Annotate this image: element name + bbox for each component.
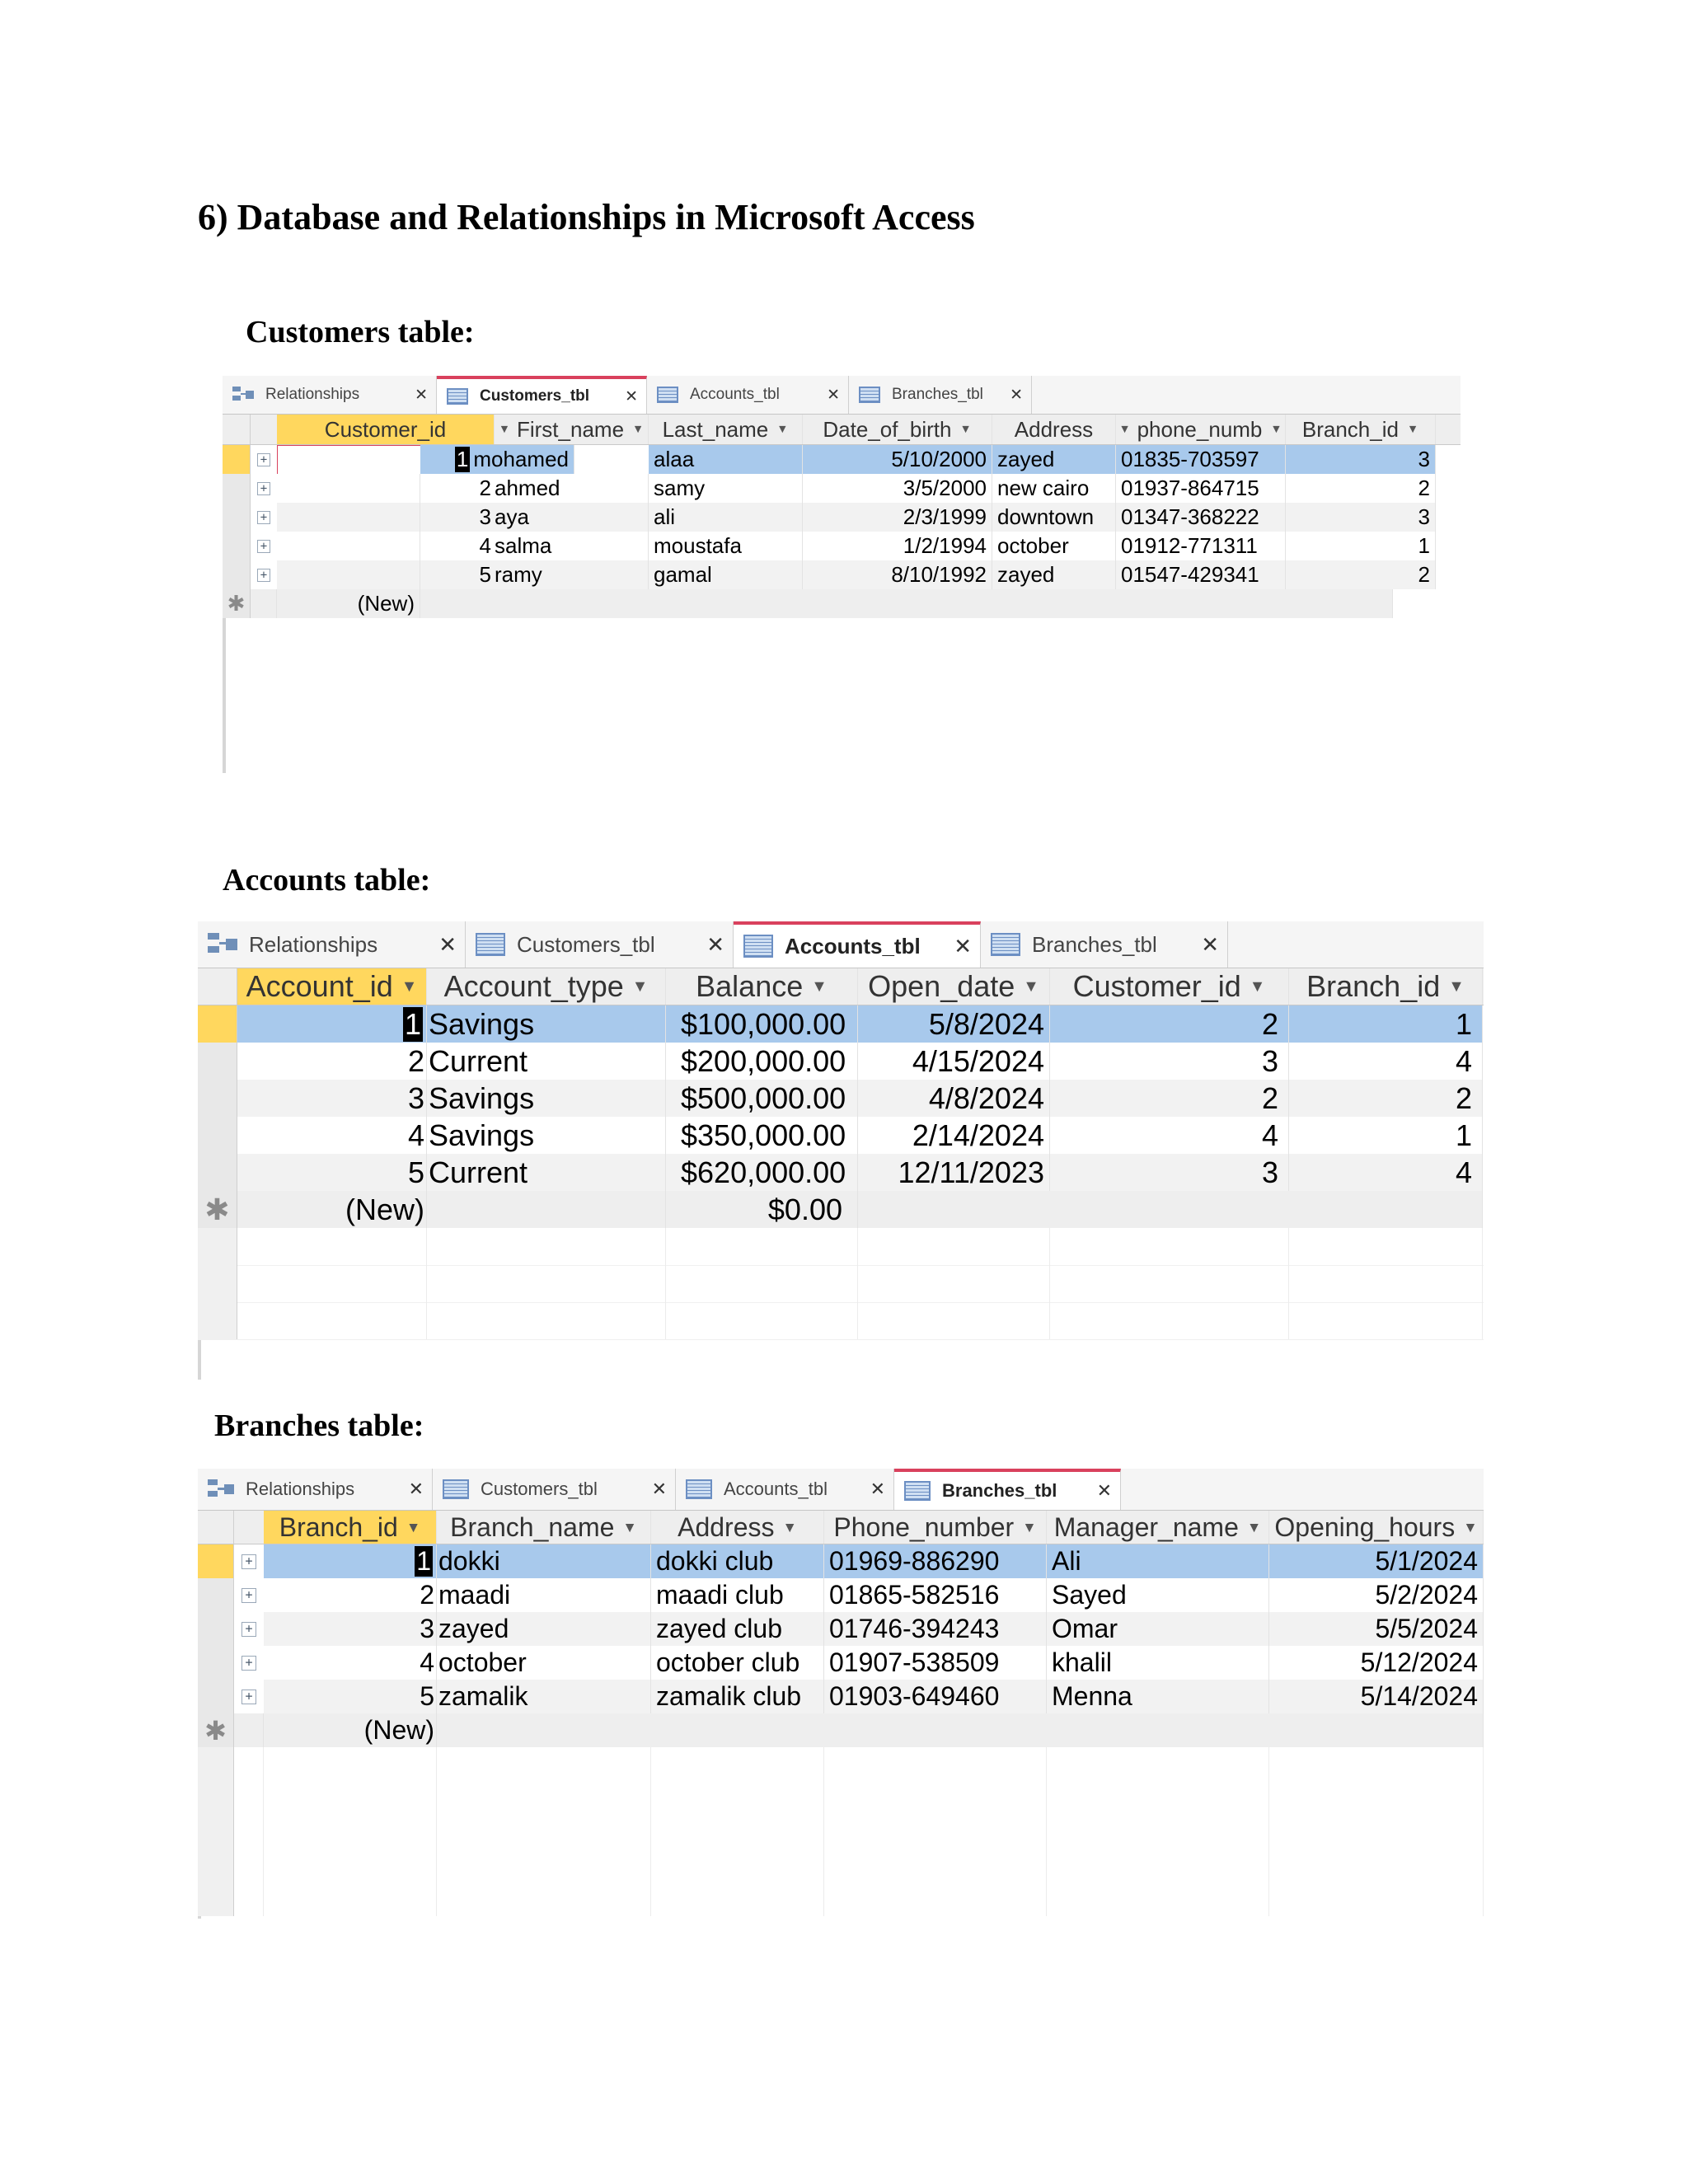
phone-cell[interactable]: 01937-864715	[1116, 474, 1286, 503]
first-name-cell[interactable]: mohamed	[473, 447, 569, 471]
close-icon[interactable]: ✕	[625, 387, 638, 405]
record-selector[interactable]	[198, 1043, 237, 1080]
column-header-first-name[interactable]: ▼ First_name ▼	[495, 415, 649, 444]
last-name-cell[interactable]: samy	[649, 474, 803, 503]
relationships-icon	[232, 387, 254, 403]
column-header-address[interactable]: Address ▼	[651, 1511, 824, 1544]
dropdown-arrow-icon: ▼	[406, 1518, 421, 1535]
page-title: 6) Database and Relationships in Microsoft Access	[198, 197, 975, 237]
accounts-heading: Accounts table:	[223, 863, 431, 898]
column-header-last-name[interactable]: Last_name ▼	[649, 415, 803, 444]
tab-relationships[interactable]	[198, 1469, 433, 1510]
dob-cell[interactable]: 1/2/1994	[803, 532, 992, 560]
expand-icon[interactable]: +	[257, 540, 270, 553]
close-icon[interactable]: ✕	[870, 1479, 885, 1499]
tab-label: Branches_tbl	[892, 386, 983, 403]
address-cell[interactable]: zamalik club	[651, 1680, 824, 1713]
account-type-cell[interactable]: Current	[427, 1043, 666, 1080]
tab-label: Customers_tbl	[480, 387, 590, 405]
last-name-cell[interactable]: gamal	[649, 560, 803, 589]
table-row[interactable]	[198, 1612, 1484, 1646]
manager-name-cell[interactable]: Omar	[1047, 1612, 1269, 1646]
column-header-phone-number[interactable]: Phone_number ▼	[824, 1511, 1047, 1544]
manager-name-cell[interactable]: Sayed	[1047, 1578, 1269, 1612]
phone-cell[interactable]: 01547-429341	[1116, 560, 1286, 589]
dropdown-arrow-icon: ▼	[782, 1518, 797, 1535]
tab-accounts[interactable]	[647, 376, 849, 414]
column-header-opening-hours[interactable]: Opening_hours ▼	[1269, 1511, 1484, 1544]
dropdown-arrow-icon: ▼	[622, 1518, 637, 1535]
branch-id-cell[interactable]: 3	[1286, 445, 1436, 474]
tab-relationships[interactable]	[198, 921, 466, 968]
table-row[interactable]	[198, 1080, 1484, 1117]
table-row[interactable]	[223, 532, 1461, 560]
empty-row	[198, 1882, 1484, 1916]
tab-label: Customers_tbl	[481, 1479, 598, 1499]
opening-hours-cell[interactable]: 5/1/2024	[1269, 1544, 1484, 1578]
phone-number-cell[interactable]: 01969-886290	[824, 1544, 1047, 1578]
open-date-cell[interactable]: 5/8/2024	[858, 1005, 1050, 1043]
new-record-icon: ✱	[198, 1191, 237, 1228]
table-icon	[447, 388, 468, 405]
table-row[interactable]	[198, 1117, 1484, 1154]
table-row[interactable]	[223, 503, 1461, 532]
branch-id-cell[interactable]: 4	[1289, 1043, 1483, 1080]
manager-name-cell[interactable]: Ali	[1047, 1544, 1269, 1578]
column-header-open-date[interactable]: Open_date ▼	[858, 968, 1050, 1005]
customer-id-cell[interactable]: 2	[479, 476, 491, 500]
record-selector[interactable]	[198, 1080, 237, 1117]
tab-label: Branches_tbl	[942, 1480, 1057, 1501]
record-selector[interactable]	[223, 503, 251, 532]
first-name-cell[interactable]: salma	[495, 533, 552, 558]
record-selector[interactable]	[223, 474, 251, 503]
branch-id-cell[interactable]: 1	[1289, 1005, 1483, 1043]
address-cell[interactable]: zayed	[992, 445, 1116, 474]
open-date-cell[interactable]: 4/15/2024	[858, 1043, 1050, 1080]
tab-customers[interactable]	[433, 1469, 676, 1510]
record-selector[interactable]	[198, 1117, 237, 1154]
branch-id-cell[interactable]: 5	[264, 1680, 437, 1713]
phone-number-cell[interactable]: 01903-649460	[824, 1680, 1047, 1713]
dob-cell[interactable]: 5/10/2000	[803, 445, 992, 474]
dob-cell[interactable]: 8/10/1992	[803, 560, 992, 589]
record-selector[interactable]	[198, 1612, 234, 1646]
record-selector[interactable]	[198, 1005, 237, 1043]
dropdown-arrow-icon: ▼	[1022, 1518, 1037, 1535]
dropdown-arrow-icon: ▼	[1448, 977, 1465, 996]
expand-icon[interactable]: +	[241, 1690, 256, 1704]
new-record-label: (New)	[237, 1191, 427, 1228]
column-header-branch-name[interactable]: Branch_name ▼	[437, 1511, 651, 1544]
close-icon[interactable]: ✕	[954, 933, 972, 958]
branches-datasheet	[198, 1469, 1484, 1919]
tab-label: Relationships	[265, 386, 360, 403]
table-row[interactable]	[198, 1646, 1484, 1680]
branch-id-cell[interactable]: 2	[1286, 474, 1436, 503]
dropdown-arrow-icon: ▼	[811, 977, 828, 996]
branch-id-cell[interactable]: 4	[264, 1646, 437, 1680]
account-id-cell[interactable]: 5	[237, 1154, 427, 1191]
branch-id-cell[interactable]: 3	[1286, 503, 1436, 532]
dropdown-arrow-icon: ▼	[1118, 423, 1131, 436]
column-header-phone-numb[interactable]: ▼ phone_numb ▼	[1116, 415, 1286, 444]
expand-icon[interactable]: +	[241, 1656, 256, 1671]
account-type-cell[interactable]: Savings	[427, 1117, 666, 1154]
branch-name-cell[interactable]: zamalik	[437, 1680, 651, 1713]
record-selector[interactable]	[223, 445, 251, 474]
record-selector[interactable]	[223, 560, 251, 589]
phone-number-cell[interactable]: 01907-538509	[824, 1646, 1047, 1680]
table-icon	[476, 933, 505, 956]
customers-heading: Customers table:	[246, 315, 475, 349]
account-type-cell[interactable]: Savings	[427, 1080, 666, 1117]
balance-cell[interactable]: $350,000.00	[666, 1117, 858, 1154]
table-row[interactable]	[223, 445, 1461, 474]
expand-icon[interactable]: +	[257, 569, 270, 582]
account-type-cell[interactable]: Savings	[427, 1005, 666, 1043]
tab-label: Accounts_tbl	[785, 933, 921, 958]
record-selector[interactable]	[198, 1154, 237, 1191]
table-icon	[859, 387, 880, 403]
table-icon	[904, 1481, 931, 1501]
opening-hours-cell[interactable]: 5/5/2024	[1269, 1612, 1484, 1646]
empty-row	[198, 1815, 1484, 1849]
balance-cell[interactable]: $100,000.00	[666, 1005, 858, 1043]
tab-label: Relationships	[249, 931, 378, 957]
close-icon[interactable]: ✕	[651, 1479, 667, 1499]
table-row[interactable]	[198, 1154, 1484, 1191]
tab-branches[interactable]	[981, 921, 1228, 968]
table-row[interactable]	[198, 1005, 1484, 1043]
dropdown-arrow-icon: ▼	[959, 423, 972, 436]
new-record-icon: ✱	[198, 1713, 234, 1747]
customer-id-cell[interactable]: 1	[456, 447, 469, 471]
close-icon[interactable]: ✕	[438, 931, 457, 957]
address-cell[interactable]: zayed club	[651, 1612, 824, 1646]
opening-hours-cell[interactable]: 5/14/2024	[1269, 1680, 1484, 1713]
expand-icon[interactable]: +	[241, 1588, 256, 1603]
customer-id-cell[interactable]: 2	[1050, 1005, 1289, 1043]
close-icon[interactable]: ✕	[706, 931, 724, 957]
column-header-customer-id[interactable]: Customer_id ▼	[1050, 968, 1289, 1005]
tab-label: Accounts_tbl	[690, 386, 780, 403]
expand-icon[interactable]: +	[257, 453, 270, 466]
branch-id-cell[interactable]: 2	[264, 1578, 437, 1612]
expand-icon[interactable]: +	[241, 1622, 256, 1637]
branch-id-cell[interactable]: 2	[1289, 1080, 1483, 1117]
empty-row	[198, 1747, 1484, 1781]
balance-cell[interactable]: $620,000.00	[666, 1154, 858, 1191]
customer-id-cell[interactable]: 3	[1050, 1043, 1289, 1080]
dob-cell[interactable]: 2/3/1999	[803, 503, 992, 532]
column-header-date-of-birth[interactable]: Date_of_birth ▼	[803, 415, 992, 444]
address-cell[interactable]: maadi club	[651, 1578, 824, 1612]
address-cell[interactable]: october club	[651, 1646, 824, 1680]
close-icon[interactable]: ✕	[415, 386, 428, 404]
expand-icon[interactable]: +	[241, 1554, 256, 1569]
branch-id-cell[interactable]: 4	[1289, 1154, 1483, 1191]
column-header-manager-name[interactable]: Manager_name ▼	[1047, 1511, 1269, 1544]
branch-name-cell[interactable]: dokki	[437, 1544, 651, 1578]
relationships-icon	[208, 1479, 234, 1499]
new-record-row[interactable]	[223, 589, 1461, 618]
phone-cell[interactable]: 01835-703597	[1116, 445, 1286, 474]
expand-icon[interactable]: +	[257, 482, 270, 495]
column-header-balance[interactable]: Balance ▼	[666, 968, 858, 1005]
close-icon[interactable]: ✕	[1201, 931, 1219, 957]
balance-cell[interactable]: $200,000.00	[666, 1043, 858, 1080]
accounts-datasheet	[198, 921, 1484, 1380]
tab-label: Relationships	[246, 1479, 355, 1499]
open-date-cell[interactable]: 2/14/2024	[858, 1117, 1050, 1154]
branches-heading: Branches table:	[214, 1408, 424, 1443]
address-cell[interactable]: zayed	[992, 560, 1116, 589]
dropdown-arrow-icon: ▼	[1023, 977, 1039, 996]
table-icon	[991, 933, 1020, 956]
account-id-cell[interactable]: 3	[237, 1080, 427, 1117]
customer-id-cell[interactable]: 3	[1050, 1154, 1289, 1191]
tab-branches[interactable]	[894, 1469, 1121, 1510]
branch-name-cell[interactable]: zayed	[437, 1612, 651, 1646]
first-name-cell[interactable]: aya	[495, 504, 529, 529]
table-row[interactable]	[223, 474, 1461, 503]
customers-datasheet	[223, 376, 1461, 773]
table-icon	[657, 387, 678, 403]
column-header-account-id[interactable]: Account_id ▼	[237, 968, 427, 1005]
new-record-row[interactable]	[198, 1191, 1484, 1228]
tab-accounts[interactable]	[734, 921, 981, 968]
branch-name-cell[interactable]: october	[437, 1646, 651, 1680]
phone-number-cell[interactable]: 01865-582516	[824, 1578, 1047, 1612]
account-id-cell[interactable]: 4	[237, 1117, 427, 1154]
column-header-address[interactable]: Address	[992, 415, 1116, 444]
record-selector[interactable]	[198, 1544, 234, 1578]
dropdown-arrow-icon: ▼	[632, 423, 645, 436]
dropdown-arrow-icon: ▼	[1463, 1518, 1478, 1535]
tab-label: Customers_tbl	[517, 931, 655, 957]
record-selector[interactable]	[198, 1578, 234, 1612]
phone-number-cell[interactable]: 01746-394243	[824, 1612, 1047, 1646]
customer-id-cell[interactable]: 2	[1050, 1080, 1289, 1117]
opening-hours-cell[interactable]: 5/2/2024	[1269, 1578, 1484, 1612]
last-name-cell[interactable]: ali	[649, 503, 803, 532]
balance-cell[interactable]: $500,000.00	[666, 1080, 858, 1117]
column-header-account-type[interactable]: Account_type ▼	[427, 968, 666, 1005]
dropdown-arrow-icon: ▼	[1249, 977, 1266, 996]
address-cell[interactable]: downtown	[992, 503, 1116, 532]
table-row[interactable]	[223, 560, 1461, 589]
expand-icon[interactable]: +	[257, 511, 270, 524]
close-icon[interactable]: ✕	[1096, 1480, 1112, 1501]
header-row	[223, 415, 1461, 445]
dropdown-arrow-icon: ▼	[1406, 423, 1419, 436]
tab-customers[interactable]	[466, 921, 734, 968]
tab-label: Branches_tbl	[1032, 931, 1157, 957]
customer-id-cell[interactable]: 3	[479, 504, 491, 529]
phone-cell[interactable]: 01912-771311	[1116, 532, 1286, 560]
dropdown-arrow-icon: ▼	[1270, 423, 1282, 436]
table-icon	[686, 1479, 712, 1499]
dropdown-arrow-icon: ▼	[1246, 1518, 1262, 1535]
dropdown-arrow-icon: ▼	[631, 977, 649, 996]
empty-row	[198, 1781, 1484, 1815]
dropdown-arrow-icon: ▼	[401, 977, 418, 996]
record-selector[interactable]	[198, 1646, 234, 1680]
empty-row	[198, 1302, 1484, 1340]
branch-id-cell[interactable]: 1	[1286, 532, 1436, 560]
account-type-cell[interactable]: Current	[427, 1154, 666, 1191]
manager-name-cell[interactable]: Menna	[1047, 1680, 1269, 1713]
open-date-cell[interactable]: 4/8/2024	[858, 1080, 1050, 1117]
branch-id-cell[interactable]: 1	[264, 1544, 437, 1578]
first-name-cell[interactable]: ahmed	[495, 476, 560, 500]
last-name-cell[interactable]: alaa	[649, 445, 803, 474]
address-cell[interactable]: october	[992, 532, 1116, 560]
customer-id-cell[interactable]: 4	[1050, 1117, 1289, 1154]
dob-cell[interactable]: 3/5/2000	[803, 474, 992, 503]
column-header-customer-id[interactable]: Customer_id	[277, 415, 495, 444]
record-selector[interactable]	[198, 1680, 234, 1713]
table-row[interactable]	[198, 1578, 1484, 1612]
table-row[interactable]	[198, 1043, 1484, 1080]
table-row[interactable]	[198, 1680, 1484, 1713]
empty-row	[198, 1228, 1484, 1266]
tab-relationships[interactable]	[223, 376, 437, 414]
column-header-branch-id[interactable]: Branch_id ▼	[264, 1511, 437, 1544]
sort-arrow-icon: ▼	[498, 423, 510, 436]
branch-name-cell[interactable]: maadi	[437, 1578, 651, 1612]
close-icon[interactable]: ✕	[827, 386, 840, 404]
branch-id-cell[interactable]: 1	[1289, 1117, 1483, 1154]
open-date-cell[interactable]: 12/11/2023	[858, 1154, 1050, 1191]
table-icon	[743, 935, 773, 958]
customer-id-cell[interactable]: 5	[479, 562, 491, 587]
close-icon[interactable]: ✕	[1010, 386, 1023, 404]
last-name-cell[interactable]: moustafa	[649, 532, 803, 560]
manager-name-cell[interactable]: khalil	[1047, 1646, 1269, 1680]
header-row	[198, 968, 1484, 1005]
tab-accounts[interactable]	[676, 1469, 894, 1510]
address-cell[interactable]: dokki club	[651, 1544, 824, 1578]
close-icon[interactable]: ✕	[408, 1479, 424, 1499]
branch-id-cell[interactable]: 2	[1286, 560, 1436, 589]
address-cell[interactable]: new cairo	[992, 474, 1116, 503]
new-balance-cell[interactable]: $0.00	[666, 1191, 858, 1228]
empty-row	[198, 1849, 1484, 1882]
new-record-icon: ✱	[223, 589, 251, 618]
header-row	[198, 1511, 1484, 1544]
customer-id-cell[interactable]: 4	[479, 533, 491, 558]
tab-customers[interactable]	[437, 376, 647, 414]
tab-branches[interactable]	[849, 376, 1032, 414]
new-record-label: (New)	[277, 589, 420, 618]
new-record-label: (New)	[264, 1713, 437, 1747]
empty-row	[198, 1265, 1484, 1303]
dropdown-arrow-icon: ▼	[776, 423, 789, 436]
table-row[interactable]	[198, 1544, 1484, 1578]
table-icon	[443, 1479, 469, 1499]
column-header-branch-id[interactable]: Branch_id ▼	[1289, 968, 1483, 1005]
column-header-branch-id[interactable]: Branch_id ▼	[1286, 415, 1436, 444]
record-selector[interactable]	[223, 532, 251, 560]
opening-hours-cell[interactable]: 5/12/2024	[1269, 1646, 1484, 1680]
tab-label: Accounts_tbl	[724, 1479, 828, 1499]
branch-id-cell[interactable]: 3	[264, 1612, 437, 1646]
first-name-cell[interactable]: ramy	[495, 562, 542, 587]
relationships-icon	[208, 933, 237, 956]
account-id-cell[interactable]: 2	[237, 1043, 427, 1080]
phone-cell[interactable]: 01347-368222	[1116, 503, 1286, 532]
account-id-cell[interactable]: 1	[237, 1005, 427, 1043]
new-record-row[interactable]	[198, 1713, 1484, 1747]
